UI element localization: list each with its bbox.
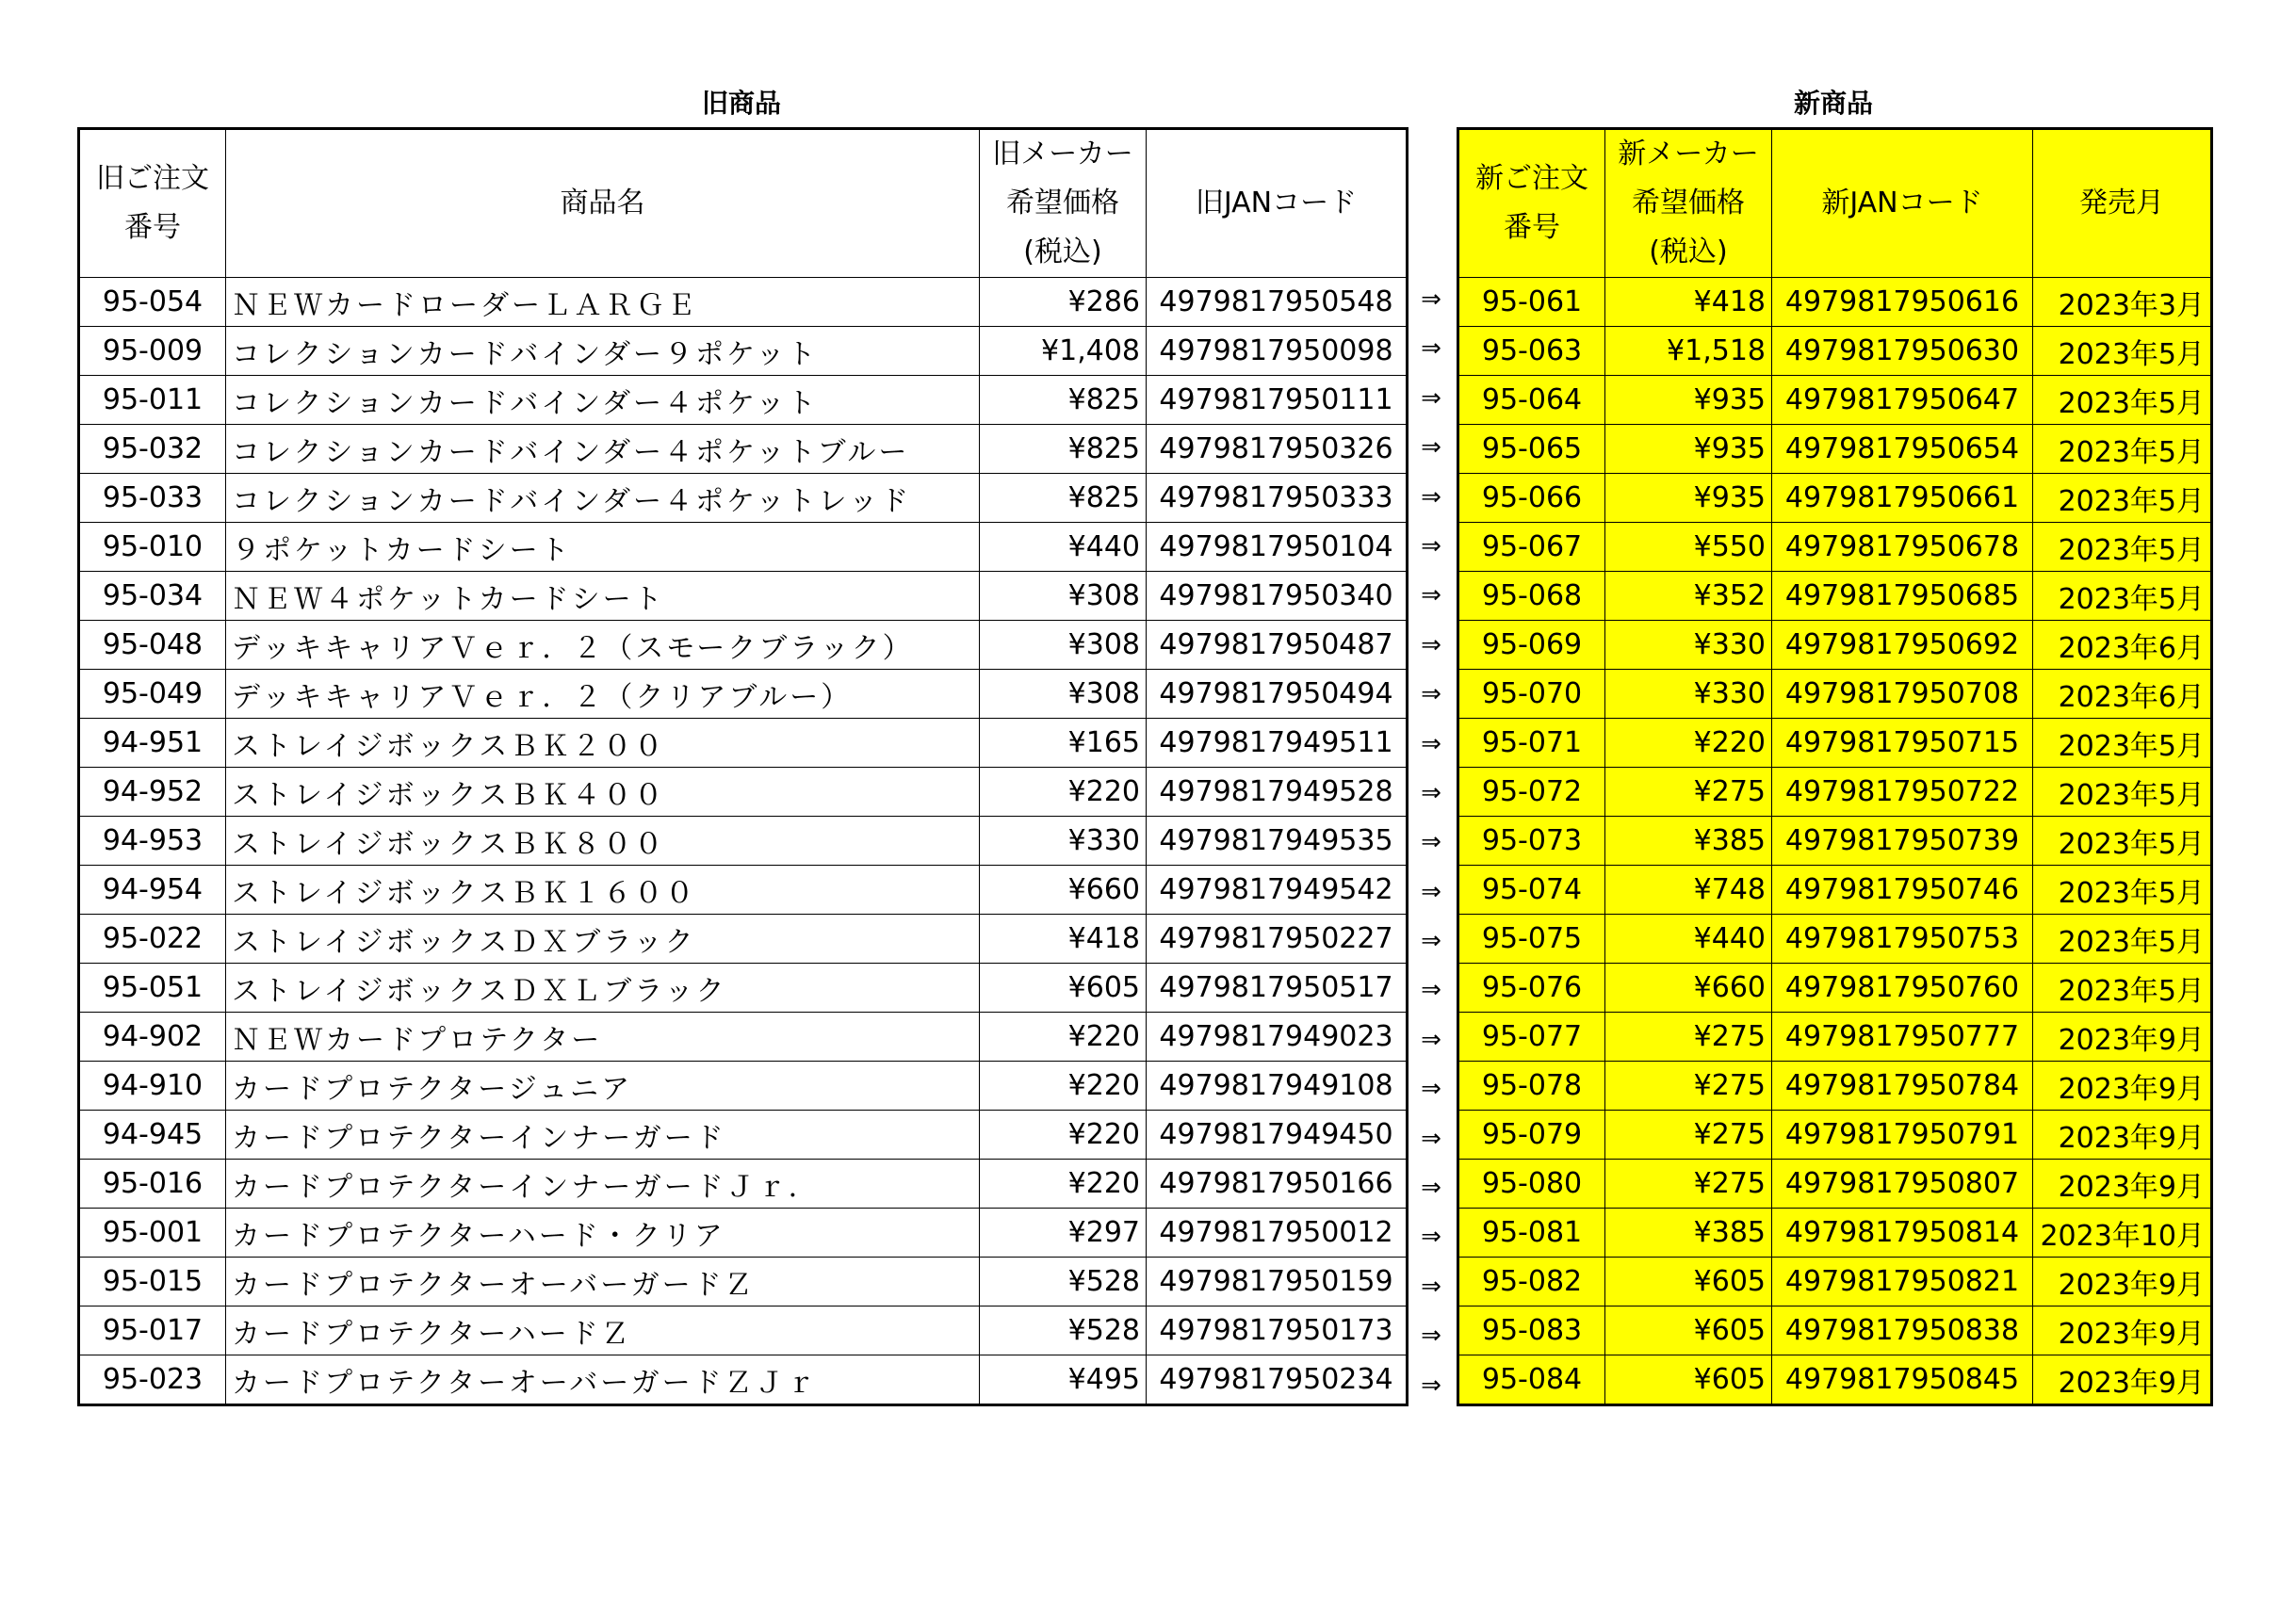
new-price: ¥385	[1605, 1209, 1772, 1258]
new-product-row	[1458, 425, 2212, 474]
old-jan-code: 4979817949528	[1147, 768, 1408, 817]
old-jan-code: 4979817950494	[1147, 670, 1408, 719]
new-jan-code: 4979817950777	[1772, 1013, 2033, 1062]
new-product-row	[1458, 670, 2212, 719]
new-price: ¥748	[1605, 866, 1772, 915]
old-product-row	[79, 1160, 1408, 1209]
old-order-number: 95-048	[79, 621, 226, 670]
old-price: ¥220	[980, 1160, 1147, 1209]
new-order-number: 95-081	[1458, 1209, 1605, 1258]
new-header-row	[1458, 129, 2212, 278]
product-name: ＮＥＷ４ポケットカードシート	[226, 572, 980, 621]
arrow-icon: ⇒	[1421, 482, 1441, 511]
arrow-icon: ⇒	[1421, 433, 1441, 463]
release-month: 2023年5月	[2033, 866, 2212, 915]
old-price: ¥418	[980, 915, 1147, 964]
new-price: ¥935	[1605, 376, 1772, 425]
release-month: 2023年5月	[2033, 327, 2212, 376]
old-price: ¥605	[980, 964, 1147, 1013]
arrow-icon: ⇒	[1421, 630, 1441, 659]
new-jan-code: 4979817950821	[1772, 1258, 2033, 1307]
new-product-row	[1458, 572, 2212, 621]
old-order-header-line: 番号	[124, 211, 181, 244]
release-month: 2023年5月	[2033, 425, 2212, 474]
new-jan-code: 4979817950807	[1772, 1160, 2033, 1209]
old-product-row	[79, 1013, 1408, 1062]
product-name: コレクションカードバインダー４ポケットブルー	[226, 425, 980, 474]
new-jan-code: 4979817950708	[1772, 670, 2033, 719]
product-name: カードプロテクターインナーガードＪｒ．	[226, 1160, 980, 1209]
old-jan-code: 4979817950517	[1147, 964, 1408, 1013]
old-product-row	[79, 327, 1408, 376]
release-month-header: 発売月	[2033, 129, 2212, 278]
release-month: 2023年5月	[2033, 474, 2212, 523]
old-order-number: 95-032	[79, 425, 226, 474]
product-name: デッキキャリアＶｅｒ．２（クリアブルー）	[226, 670, 980, 719]
new-jan-code: 4979817950814	[1772, 1209, 2033, 1258]
new-jan-code: 4979817950647	[1772, 376, 2033, 425]
old-price: ¥528	[980, 1307, 1147, 1355]
old-header-row	[79, 129, 1408, 278]
new-price: ¥660	[1605, 964, 1772, 1013]
old-product-row	[79, 915, 1408, 964]
product-name-header: 商品名	[226, 129, 980, 278]
arrow-icon: ⇒	[1421, 927, 1441, 956]
new-jan-code: 4979817950685	[1772, 572, 2033, 621]
arrow-icon: ⇒	[1421, 1075, 1441, 1104]
release-month: 2023年5月	[2033, 915, 2212, 964]
new-price: ¥330	[1605, 670, 1772, 719]
old-product-row	[79, 1258, 1408, 1307]
old-price: ¥308	[980, 572, 1147, 621]
old-order-number: 94-951	[79, 719, 226, 768]
arrow-icon: ⇒	[1421, 1025, 1441, 1054]
product-name: デッキキャリアＶｅｒ．２（スモークブラック）	[226, 621, 980, 670]
arrow-icon: ⇒	[1421, 877, 1441, 906]
new-jan-code: 4979817950654	[1772, 425, 2033, 474]
new-product-row	[1458, 327, 2212, 376]
new-jan-code: 4979817950715	[1772, 719, 2033, 768]
new-product-row	[1458, 719, 2212, 768]
new-product-row	[1458, 768, 2212, 817]
product-name: カードプロテクターオーバーガードＺ	[226, 1258, 980, 1307]
arrow-icon: ⇒	[1421, 680, 1441, 709]
old-order-number: 94-953	[79, 817, 226, 866]
new-jan-code: 4979817950722	[1772, 768, 2033, 817]
old-price: ¥495	[980, 1355, 1147, 1405]
old-product-row	[79, 768, 1408, 817]
release-month: 2023年5月	[2033, 817, 2212, 866]
new-order-number: 95-080	[1458, 1160, 1605, 1209]
old-order-number: 94-952	[79, 768, 226, 817]
new-jan-code: 4979817950661	[1772, 474, 2033, 523]
old-price: ¥220	[980, 1013, 1147, 1062]
release-month: 2023年9月	[2033, 1111, 2212, 1160]
new-product-row	[1458, 376, 2212, 425]
arrow-column	[1406, 275, 1457, 1410]
old-price: ¥220	[980, 768, 1147, 817]
old-jan-code: 4979817950012	[1147, 1209, 1408, 1258]
old-price: ¥825	[980, 376, 1147, 425]
old-order-number: 95-016	[79, 1160, 226, 1209]
new-order-number: 95-076	[1458, 964, 1605, 1013]
release-month: 2023年5月	[2033, 523, 2212, 572]
old-order-number: 94-945	[79, 1111, 226, 1160]
old-jan-code: 4979817950227	[1147, 915, 1408, 964]
new-order-number: 95-084	[1458, 1355, 1605, 1405]
old-jan-code: 4979817949023	[1147, 1013, 1408, 1062]
new-price: ¥352	[1605, 572, 1772, 621]
old-price: ¥308	[980, 670, 1147, 719]
arrow-icon: ⇒	[1421, 383, 1441, 413]
old-product-row	[79, 425, 1408, 474]
new-jan-code: 4979817950838	[1772, 1307, 2033, 1355]
old-jan-header: 旧JANコード	[1147, 129, 1408, 278]
new-price: ¥605	[1605, 1355, 1772, 1405]
old-product-row	[79, 523, 1408, 572]
old-jan-code: 4979817950104	[1147, 523, 1408, 572]
new-price: ¥440	[1605, 915, 1772, 964]
new-order-number: 95-063	[1458, 327, 1605, 376]
new-order-number: 95-067	[1458, 523, 1605, 572]
new-products-title: 新商品	[1793, 88, 1873, 119]
arrow-icon: ⇒	[1421, 334, 1441, 364]
old-order-number: 95-001	[79, 1209, 226, 1258]
new-order-number: 95-073	[1458, 817, 1605, 866]
old-jan-code: 4979817950166	[1147, 1160, 1408, 1209]
old-price: ¥330	[980, 817, 1147, 866]
new-product-row	[1458, 523, 2212, 572]
old-price: ¥825	[980, 474, 1147, 523]
old-jan-code: 4979817949542	[1147, 866, 1408, 915]
new-product-row	[1458, 474, 2212, 523]
new-jan-code: 4979817950746	[1772, 866, 2033, 915]
new-price: ¥550	[1605, 523, 1772, 572]
old-jan-code: 4979817949450	[1147, 1111, 1408, 1160]
old-jan-code: 4979817949108	[1147, 1062, 1408, 1111]
new-price: ¥935	[1605, 474, 1772, 523]
old-order-header	[79, 129, 226, 278]
product-name: カードプロテクタージュニア	[226, 1062, 980, 1111]
release-month: 2023年9月	[2033, 1160, 2212, 1209]
new-product-row	[1458, 1111, 2212, 1160]
new-product-row	[1458, 915, 2212, 964]
old-jan-code: 4979817950340	[1147, 572, 1408, 621]
new-order-number: 95-061	[1458, 278, 1605, 327]
old-price: ¥297	[980, 1209, 1147, 1258]
new-price-header	[1605, 129, 1772, 278]
arrow-icon: ⇒	[1421, 729, 1441, 758]
old-price: ¥286	[980, 278, 1147, 327]
old-order-number: 95-009	[79, 327, 226, 376]
new-order-number: 95-082	[1458, 1258, 1605, 1307]
old-product-row	[79, 1062, 1408, 1111]
release-month: 2023年6月	[2033, 621, 2212, 670]
release-month: 2023年6月	[2033, 670, 2212, 719]
arrow-icon: ⇒	[1421, 581, 1441, 610]
old-price-header-line: 希望価格	[1006, 187, 1119, 219]
old-order-number: 95-051	[79, 964, 226, 1013]
old-product-row	[79, 719, 1408, 768]
old-price: ¥440	[980, 523, 1147, 572]
new-order-header-line: 番号	[1504, 211, 1560, 244]
old-price: ¥528	[980, 1258, 1147, 1307]
product-name: ＮＥＷカードローダーＬＡＲＧＥ	[226, 278, 980, 327]
release-month: 2023年5月	[2033, 964, 2212, 1013]
new-order-header-line: 新ご注文	[1475, 162, 1588, 195]
product-name: ストレイジボックスＢＫ２００	[226, 719, 980, 768]
new-order-number: 95-077	[1458, 1013, 1605, 1062]
new-price: ¥605	[1605, 1307, 1772, 1355]
old-product-row	[79, 670, 1408, 719]
old-product-row	[79, 474, 1408, 523]
new-order-number: 95-070	[1458, 670, 1605, 719]
arrow-icon: ⇒	[1421, 531, 1441, 560]
new-order-number: 95-078	[1458, 1062, 1605, 1111]
new-order-number: 95-069	[1458, 621, 1605, 670]
new-product-row	[1458, 1062, 2212, 1111]
old-product-row	[79, 376, 1408, 425]
release-month: 2023年9月	[2033, 1258, 2212, 1307]
new-price: ¥275	[1605, 1062, 1772, 1111]
old-jan-code: 4979817950487	[1147, 621, 1408, 670]
old-order-number: 95-049	[79, 670, 226, 719]
new-jan-code: 4979817950630	[1772, 327, 2033, 376]
old-price-header-line: 旧メーカー	[992, 138, 1133, 170]
new-order-number: 95-068	[1458, 572, 1605, 621]
new-jan-code: 4979817950791	[1772, 1111, 2033, 1160]
old-product-row	[79, 1355, 1408, 1405]
product-name: ストレイジボックスＢＫ１６００	[226, 866, 980, 915]
old-price-header-line: (税込)	[1023, 235, 1102, 268]
old-order-number: 95-022	[79, 915, 226, 964]
new-product-row	[1458, 1013, 2212, 1062]
product-name: コレクションカードバインダー４ポケット	[226, 376, 980, 425]
product-name: コレクションカードバインダー９ポケット	[226, 327, 980, 376]
arrow-icon: ⇒	[1421, 1223, 1441, 1252]
old-product-row	[79, 572, 1408, 621]
new-order-number: 95-064	[1458, 376, 1605, 425]
new-product-row	[1458, 1355, 2212, 1405]
product-name: ９ポケットカードシート	[226, 523, 980, 572]
new-price-header-line: 希望価格	[1632, 187, 1745, 219]
new-product-row	[1458, 817, 2212, 866]
new-order-number: 95-071	[1458, 719, 1605, 768]
arrow-icon: ⇒	[1421, 1272, 1441, 1301]
old-jan-code: 4979817950326	[1147, 425, 1408, 474]
new-price: ¥385	[1605, 817, 1772, 866]
old-order-number: 95-054	[79, 278, 226, 327]
new-product-row	[1458, 1258, 2212, 1307]
old-product-row	[79, 1209, 1408, 1258]
product-name: コレクションカードバインダー４ポケットレッド	[226, 474, 980, 523]
release-month: 2023年9月	[2033, 1307, 2212, 1355]
product-name: ストレイジボックスＢＫ４００	[226, 768, 980, 817]
new-product-row	[1458, 866, 2212, 915]
old-product-row	[79, 621, 1408, 670]
new-order-number: 95-079	[1458, 1111, 1605, 1160]
old-order-number: 94-902	[79, 1013, 226, 1062]
old-product-row	[79, 817, 1408, 866]
product-name: カードプロテクターオーバーガードＺＪｒ	[226, 1355, 980, 1405]
new-price: ¥275	[1605, 768, 1772, 817]
old-order-number: 95-015	[79, 1258, 226, 1307]
old-order-number: 94-954	[79, 866, 226, 915]
new-price: ¥220	[1605, 719, 1772, 768]
arrow-icon: ⇒	[1421, 828, 1441, 857]
old-price: ¥165	[980, 719, 1147, 768]
new-order-number: 95-066	[1458, 474, 1605, 523]
old-product-row	[79, 964, 1408, 1013]
old-jan-code: 4979817950333	[1147, 474, 1408, 523]
old-order-number: 94-910	[79, 1062, 226, 1111]
old-price: ¥220	[980, 1062, 1147, 1111]
new-jan-code: 4979817950784	[1772, 1062, 2033, 1111]
old-product-row	[79, 1111, 1408, 1160]
new-price: ¥605	[1605, 1258, 1772, 1307]
new-price: ¥275	[1605, 1160, 1772, 1209]
release-month: 2023年5月	[2033, 572, 2212, 621]
old-jan-code: 4979817950098	[1147, 327, 1408, 376]
old-jan-code: 4979817949511	[1147, 719, 1408, 768]
release-month: 2023年3月	[2033, 278, 2212, 327]
new-jan-code: 4979817950692	[1772, 621, 2033, 670]
new-jan-code: 4979817950739	[1772, 817, 2033, 866]
arrow-icon: ⇒	[1421, 285, 1441, 314]
new-product-row	[1458, 278, 2212, 327]
new-jan-code: 4979817950616	[1772, 278, 2033, 327]
new-price-header-line: (税込)	[1649, 235, 1728, 268]
arrow-icon: ⇒	[1421, 1322, 1441, 1351]
product-name: ストレイジボックスＤＸブラック	[226, 915, 980, 964]
release-month: 2023年9月	[2033, 1062, 2212, 1111]
new-price: ¥330	[1605, 621, 1772, 670]
new-price: ¥275	[1605, 1111, 1772, 1160]
product-name: ストレイジボックスＤＸＬブラック	[226, 964, 980, 1013]
arrow-icon: ⇒	[1421, 1174, 1441, 1203]
release-month: 2023年10月	[2033, 1209, 2212, 1258]
old-product-row	[79, 1307, 1408, 1355]
new-price: ¥1,518	[1605, 327, 1772, 376]
old-price: ¥660	[980, 866, 1147, 915]
arrow-icon: ⇒	[1421, 1124, 1441, 1153]
new-price: ¥275	[1605, 1013, 1772, 1062]
new-order-number: 95-072	[1458, 768, 1605, 817]
old-order-header-line: 旧ご注文	[96, 162, 209, 195]
old-order-number: 95-010	[79, 523, 226, 572]
new-order-number: 95-074	[1458, 866, 1605, 915]
arrow-icon: ⇒	[1421, 1371, 1441, 1400]
new-order-number: 95-065	[1458, 425, 1605, 474]
release-month: 2023年9月	[2033, 1013, 2212, 1062]
old-jan-code: 4979817950111	[1147, 376, 1408, 425]
new-products-table	[1457, 127, 2213, 1406]
old-order-number: 95-034	[79, 572, 226, 621]
release-month: 2023年5月	[2033, 768, 2212, 817]
old-products-table	[77, 127, 1409, 1406]
new-product-row	[1458, 1209, 2212, 1258]
old-products-title: 旧商品	[701, 88, 781, 119]
old-price: ¥220	[980, 1111, 1147, 1160]
release-month: 2023年9月	[2033, 1355, 2212, 1405]
old-order-number: 95-033	[79, 474, 226, 523]
new-jan-code: 4979817950845	[1772, 1355, 2033, 1405]
new-product-row	[1458, 621, 2212, 670]
new-product-row	[1458, 1160, 2212, 1209]
new-jan-code: 4979817950678	[1772, 523, 2033, 572]
new-price: ¥935	[1605, 425, 1772, 474]
old-jan-code: 4979817950548	[1147, 278, 1408, 327]
old-jan-code: 4979817950173	[1147, 1307, 1408, 1355]
arrow-icon: ⇒	[1421, 976, 1441, 1005]
old-price: ¥825	[980, 425, 1147, 474]
old-price: ¥1,408	[980, 327, 1147, 376]
product-name: カードプロテクターハードＺ	[226, 1307, 980, 1355]
new-product-row	[1458, 1307, 2212, 1355]
new-order-number: 95-075	[1458, 915, 1605, 964]
new-price-header-line: 新メーカー	[1618, 138, 1759, 170]
release-month: 2023年5月	[2033, 719, 2212, 768]
new-jan-code: 4979817950760	[1772, 964, 2033, 1013]
release-month: 2023年5月	[2033, 376, 2212, 425]
old-jan-code: 4979817950234	[1147, 1355, 1408, 1405]
new-order-header	[1458, 129, 1605, 278]
old-jan-code: 4979817949535	[1147, 817, 1408, 866]
old-order-number: 95-023	[79, 1355, 226, 1405]
old-product-row	[79, 278, 1408, 327]
product-name: ストレイジボックスＢＫ８００	[226, 817, 980, 866]
arrow-icon: ⇒	[1421, 778, 1441, 807]
old-price-header	[980, 129, 1147, 278]
product-name: カードプロテクターハード・クリア	[226, 1209, 980, 1258]
new-jan-header: 新JANコード	[1772, 129, 2033, 278]
product-name: ＮＥＷカードプロテクター	[226, 1013, 980, 1062]
new-product-row	[1458, 964, 2212, 1013]
old-order-number: 95-017	[79, 1307, 226, 1355]
old-order-number: 95-011	[79, 376, 226, 425]
new-order-number: 95-083	[1458, 1307, 1605, 1355]
new-price: ¥418	[1605, 278, 1772, 327]
old-price: ¥308	[980, 621, 1147, 670]
new-jan-code: 4979817950753	[1772, 915, 2033, 964]
old-product-row	[79, 866, 1408, 915]
old-jan-code: 4979817950159	[1147, 1258, 1408, 1307]
product-name: カードプロテクターインナーガード	[226, 1111, 980, 1160]
